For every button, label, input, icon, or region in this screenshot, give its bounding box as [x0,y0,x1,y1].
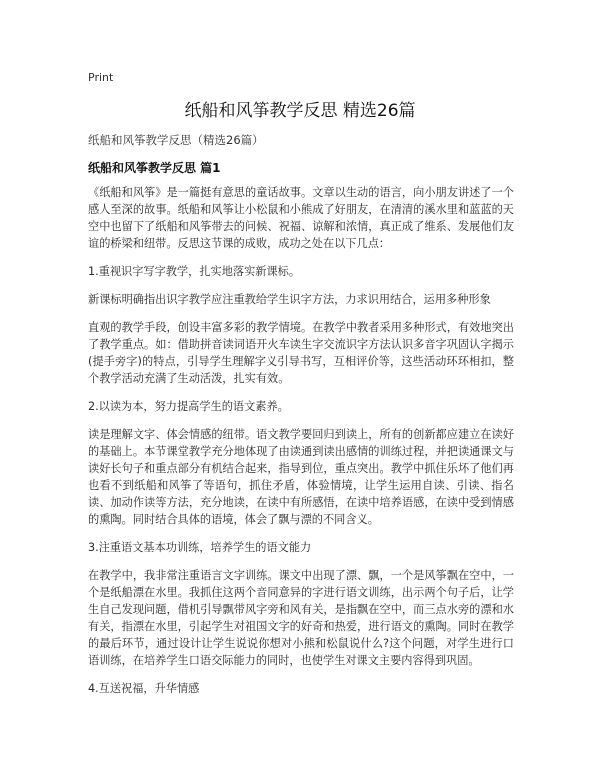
article-body [88,184,514,708]
paragraph: 直观的教学手段，创设丰富多彩的教学情境。在教学中教者采用多种形式，有效地突出了教学重点。如：借助拼音读词语开火车读生字交流识字方法认识多音字巩固认字揭示(提手旁字)的特点，引导学生理解字义引导书写，互相评价等，这些活动环环相扣，整个教学活动充满了生动活泼，扎实有效。 [88,321,514,385]
document-title: 纸船和风筝教学反思 精选26篇 [184,101,416,121]
paragraph: 《纸船和风筝》是一篇挺有意思的童话故事。文章以生动的语言，向小朋友讲述了一个感人至深的故事。纸船和风筝让小松鼠和小熊成了好朋友，在清清的溪水里和蓝蓝的天空中也留下了纸船和风筝带去的问候、祝福、谅解和浓情，真正成了维系、发展他们友谊的桥梁和纽带。反思这节课的成败，成功之处在以下几点： [88,186,514,250]
point-heading: 3.注重语文基本功训练，培养学生的语文能力 [88,541,312,554]
print-label[interactable]: Print [88,71,114,84]
point-heading: 4.互送祝福，升华情感 [88,682,200,695]
document-subtitle: 纸船和风筝教学反思（精选26篇） [88,133,264,147]
paragraph: 新课标明确指出识字教学应注重教给学生识字方法，力求识用结合，运用多种形象 [88,293,491,306]
point-heading: 1.重视识字写字教学，扎实地落实新课标。 [88,265,301,278]
section-heading: 纸船和风筝教学反思 篇1 [88,161,221,175]
paragraph: 在教学中，我非常注重语言文字训练。课文中出现了漂、飘，一个是风筝飘在空中，一个是纸船漂在水里。我抓住这两个音同意异的字进行语文训练，出示两个句子后，让学生自己发现问题，借机引导飘带风字旁和风有关，是指飘在空中，而三点水旁的漂和水有关，指漂在水里，引起学生对祖国文字的好奇和热爱，进行语文的熏陶。同时在教学的最后环节，通过设计让学生说说你想对小熊和松鼠说什么?这个问题，对学生进行口语训练，在培养学生口语交际能力的同时，也使学生对课文主要内容得到巩固。 [88,569,514,667]
point-heading: 2.以读为本，努力提高学生的语文素养。 [88,400,289,413]
paragraph: 读是理解文字、体会情感的纽带。语文教学要回归到读上，所有的创新都应建立在读好的基础上。本节课堂教学充分地体现了由读通到读出感情的训练过程，并把读通课文与读好长句子和重点部分有机结合起来，指导到位，重点突出。教学中抓住乐坏了他们再也看不到纸船和风筝了等语句，抓住矛盾，体验情境，让学生运用自读、引读、指名读、加动作读等方法，充分地读，在读中有所感悟，在读中培养语感，在读中受到情感的熏陶。同时结合具体的语境，体会了飘与漂的不同含义。 [88,428,514,526]
